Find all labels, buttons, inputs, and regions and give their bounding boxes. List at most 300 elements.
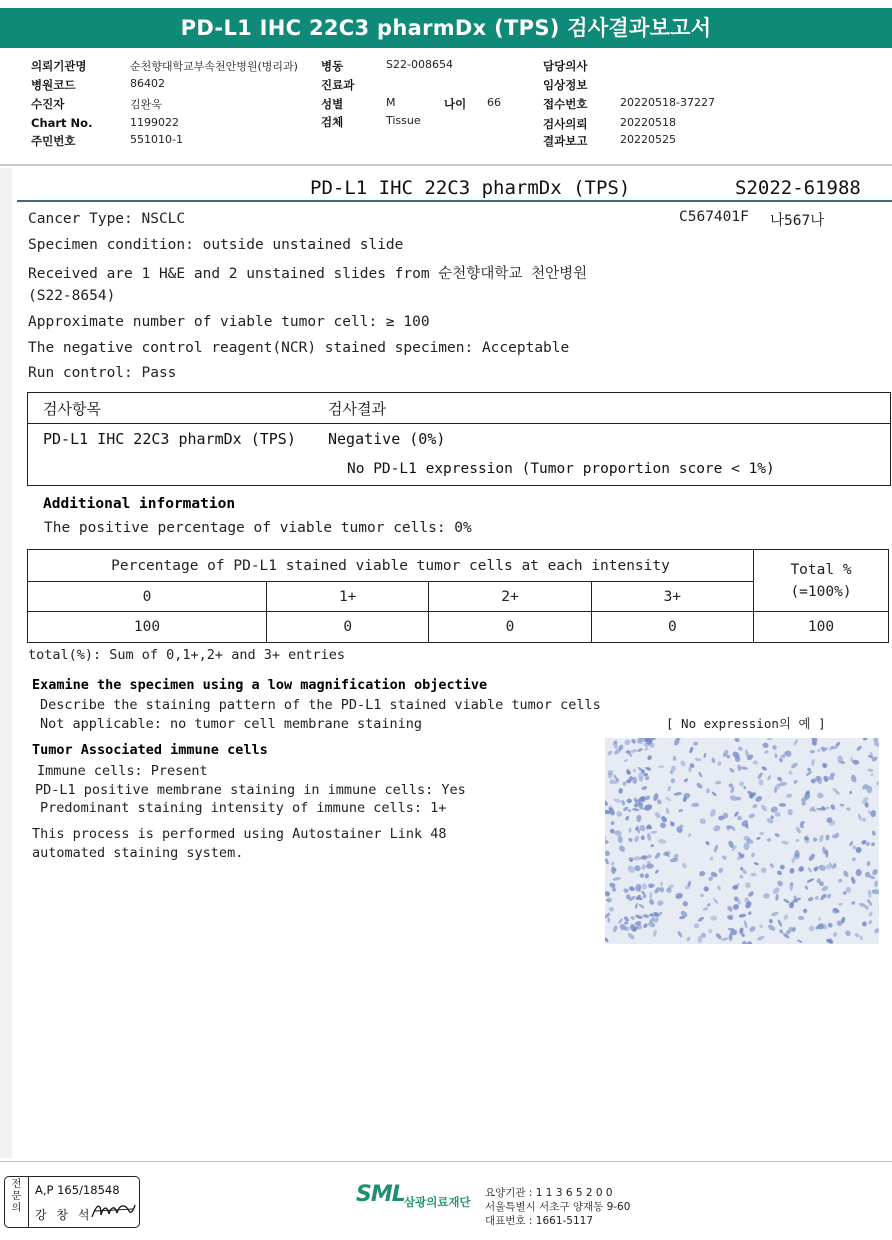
report-date-value: 20220525 bbox=[620, 133, 676, 146]
cell-nucleus bbox=[850, 876, 856, 885]
cell-nucleus bbox=[646, 833, 651, 842]
cell-nucleus bbox=[629, 828, 632, 833]
cell-nucleus bbox=[870, 810, 876, 818]
cell-nucleus bbox=[873, 738, 879, 743]
cell-nucleus bbox=[839, 903, 843, 906]
no-expression-micrograph bbox=[605, 738, 879, 944]
cell-nucleus bbox=[605, 936, 609, 943]
cell-nucleus bbox=[607, 750, 614, 757]
cell-nucleus bbox=[746, 941, 752, 944]
cell-nucleus bbox=[806, 878, 814, 884]
cell-nucleus bbox=[615, 810, 623, 818]
cancer-type: Cancer Type: NSCLC bbox=[28, 211, 186, 227]
cell-nucleus bbox=[630, 738, 637, 745]
cell-nucleus bbox=[633, 856, 641, 860]
cell-nucleus bbox=[750, 852, 755, 858]
cell-nucleus bbox=[760, 866, 768, 874]
cell-nucleus bbox=[660, 882, 663, 887]
cell-nucleus bbox=[741, 940, 748, 944]
specimen-condition: Specimen condition: outside unstained slide bbox=[28, 237, 404, 253]
cell-nucleus bbox=[764, 750, 769, 755]
cell-nucleus bbox=[850, 774, 857, 783]
cell-nucleus bbox=[641, 785, 648, 790]
cell-nucleus bbox=[609, 779, 616, 785]
cell-nucleus bbox=[641, 835, 645, 840]
cell-nucleus bbox=[821, 885, 829, 892]
cell-nucleus bbox=[807, 896, 814, 902]
cell-nucleus bbox=[736, 815, 742, 821]
examine-heading: Examine the specimen using a low magnification objective bbox=[32, 677, 488, 693]
cell-nucleus bbox=[709, 808, 717, 817]
age-value: 66 bbox=[487, 96, 501, 109]
cell-nucleus bbox=[695, 782, 703, 790]
cell-nucleus bbox=[807, 867, 812, 873]
intensity-level-3: 3+ bbox=[591, 582, 753, 612]
cell-nucleus bbox=[706, 903, 711, 908]
slide-number: (S22-8654) bbox=[28, 288, 116, 304]
total-header bbox=[754, 550, 889, 612]
report-number: S2022-61988 bbox=[735, 177, 861, 199]
cell-nucleus bbox=[639, 873, 644, 878]
hosp-code-label: 병원코드 bbox=[31, 78, 76, 92]
cell-nucleus bbox=[614, 830, 622, 836]
cell-nucleus bbox=[610, 820, 615, 825]
page-margin-strip bbox=[0, 168, 12, 1158]
stamp-code: A,P 165/18548 bbox=[35, 1183, 120, 1197]
cell-nucleus bbox=[728, 767, 735, 774]
header-divider bbox=[0, 164, 892, 166]
cell-nucleus bbox=[708, 929, 713, 934]
cell-nucleus bbox=[632, 808, 639, 812]
cell-nucleus bbox=[660, 815, 668, 823]
cell-nucleus bbox=[827, 922, 834, 929]
cell-nucleus bbox=[856, 745, 863, 752]
cell-nucleus bbox=[827, 893, 832, 899]
cell-nucleus bbox=[728, 928, 735, 931]
cell-nucleus bbox=[605, 850, 611, 857]
cell-nucleus bbox=[849, 840, 854, 846]
examine-line-1: Describe the staining pattern of the PD-L1 stained viable tumor cells bbox=[40, 697, 601, 713]
cell-nucleus bbox=[715, 780, 722, 784]
cell-nucleus bbox=[710, 915, 717, 920]
cell-nucleus bbox=[623, 888, 629, 893]
signature-image bbox=[89, 1199, 137, 1221]
specimen-label: 검체 bbox=[321, 115, 344, 129]
result-table-header bbox=[28, 393, 890, 424]
cell-nucleus bbox=[858, 813, 862, 821]
cell-nucleus bbox=[711, 791, 717, 797]
cell-nucleus bbox=[657, 900, 664, 907]
cell-nucleus bbox=[682, 900, 689, 907]
cell-nucleus bbox=[641, 864, 647, 871]
cell-nucleus bbox=[632, 768, 637, 773]
stamp-name: 강 창 석 bbox=[35, 1208, 93, 1222]
rrn-value: 551010-1 bbox=[130, 133, 183, 146]
cell-nucleus bbox=[875, 780, 879, 786]
cell-nucleus bbox=[868, 919, 873, 924]
cell-nucleus bbox=[848, 790, 852, 795]
cell-nucleus bbox=[776, 776, 783, 783]
cell-nucleus bbox=[870, 772, 874, 776]
run-control: Run control: Pass bbox=[28, 365, 177, 381]
cell-nucleus bbox=[734, 738, 740, 743]
cell-nucleus bbox=[646, 754, 653, 761]
cell-nucleus bbox=[654, 811, 662, 819]
cell-nucleus bbox=[817, 749, 821, 753]
patient-label: 수진자 bbox=[31, 97, 65, 111]
cell-nucleus bbox=[871, 868, 878, 876]
cell-nucleus bbox=[774, 832, 781, 838]
cell-nucleus bbox=[759, 924, 764, 928]
cell-nucleus bbox=[756, 837, 761, 840]
cell-nucleus bbox=[638, 903, 645, 909]
ward-label: 병동 bbox=[321, 59, 344, 73]
cell-nucleus bbox=[698, 817, 707, 826]
cell-nucleus bbox=[781, 840, 789, 845]
cell-nucleus bbox=[795, 838, 800, 842]
negative-control: The negative control reagent(NCR) stained specimen: Acceptable bbox=[28, 340, 570, 356]
cell-nucleus bbox=[776, 879, 784, 887]
cell-nucleus bbox=[611, 866, 616, 874]
cell-nucleus bbox=[643, 803, 653, 812]
cell-nucleus bbox=[748, 911, 752, 916]
report-divider bbox=[17, 200, 892, 202]
cell-nucleus bbox=[625, 815, 631, 821]
cell-nucleus bbox=[617, 835, 623, 843]
cell-nucleus bbox=[862, 738, 868, 741]
cell-nucleus bbox=[777, 919, 783, 927]
cell-nucleus bbox=[787, 809, 794, 816]
cell-nucleus bbox=[738, 913, 746, 918]
cell-nucleus bbox=[844, 929, 852, 937]
stamp-vertical-text: 전 문 의 bbox=[11, 1179, 22, 1214]
receipt-label: 접수번호 bbox=[543, 97, 588, 111]
cell-nucleus bbox=[866, 861, 870, 867]
receipt-value: 20220518-37227 bbox=[620, 96, 715, 109]
cell-nucleus bbox=[873, 927, 879, 934]
examine-line-2: Not applicable: no tumor cell membrane staining bbox=[40, 716, 423, 732]
cell-nucleus bbox=[626, 798, 632, 804]
cell-nucleus bbox=[703, 885, 710, 892]
cell-nucleus bbox=[866, 898, 873, 906]
pathologist-stamp bbox=[4, 1176, 140, 1228]
cell-nucleus bbox=[660, 887, 665, 893]
cell-nucleus bbox=[642, 923, 648, 929]
ward-value: S22-008654 bbox=[386, 58, 453, 71]
cell-nucleus bbox=[605, 858, 610, 865]
intensity-table bbox=[27, 549, 889, 643]
cell-nucleus bbox=[767, 774, 772, 781]
doctor-label: 담당의사 bbox=[543, 59, 588, 73]
cell-nucleus bbox=[608, 906, 614, 912]
additional-info-heading: Additional information bbox=[43, 496, 236, 512]
cell-nucleus bbox=[793, 779, 799, 785]
intensity-value-1: 0 bbox=[267, 612, 429, 643]
cell-nucleus bbox=[816, 792, 824, 799]
cell-nucleus bbox=[805, 771, 812, 777]
intensity-header: Percentage of PD-L1 stained viable tumor cells at each intensity bbox=[28, 550, 754, 582]
cell-nucleus bbox=[810, 750, 815, 753]
patient-header bbox=[0, 52, 892, 162]
received-slides: Received are 1 H&E and 2 unstained slides from 순천향대학교 천안병원 bbox=[28, 266, 588, 282]
cell-nucleus bbox=[762, 742, 769, 748]
cell-nucleus bbox=[861, 817, 866, 822]
cell-nucleus bbox=[758, 779, 763, 785]
cell-nucleus bbox=[744, 881, 752, 889]
cell-nucleus bbox=[605, 799, 609, 807]
cell-nucleus bbox=[774, 753, 777, 758]
chart-value: 1199022 bbox=[130, 116, 179, 129]
cell-nucleus bbox=[710, 857, 714, 861]
cell-nucleus bbox=[871, 830, 876, 836]
cell-nucleus bbox=[738, 746, 743, 751]
cell-nucleus bbox=[642, 894, 647, 899]
cell-nucleus bbox=[702, 907, 708, 912]
cell-nucleus bbox=[726, 905, 734, 913]
cell-nucleus bbox=[812, 865, 819, 872]
cell-nucleus bbox=[798, 916, 804, 921]
cell-nucleus bbox=[689, 746, 695, 754]
micrograph-image bbox=[605, 738, 879, 944]
cell-nucleus bbox=[698, 771, 703, 778]
cell-nucleus bbox=[751, 872, 757, 876]
cell-nucleus bbox=[717, 761, 722, 766]
cell-nucleus bbox=[842, 870, 849, 878]
cell-nucleus bbox=[688, 833, 692, 838]
cell-nucleus bbox=[783, 914, 790, 921]
cell-nucleus bbox=[713, 844, 718, 852]
cell-nucleus bbox=[846, 807, 851, 811]
chart-label: Chart No. bbox=[31, 116, 93, 130]
total-header-line2: (=100%) bbox=[790, 583, 852, 600]
col-test-result: 검사결과 bbox=[328, 400, 386, 418]
immune-line-1: Immune cells: Present bbox=[37, 763, 208, 779]
cell-nucleus bbox=[641, 883, 647, 890]
cell-nucleus bbox=[698, 870, 705, 877]
immune-line-2: PD-L1 positive membrane staining in immune cells: Yes bbox=[35, 782, 466, 798]
request-value: 20220518 bbox=[620, 116, 676, 129]
cell-nucleus bbox=[626, 894, 630, 899]
cell-nucleus bbox=[612, 925, 618, 933]
cell-nucleus bbox=[776, 870, 783, 877]
cell-nucleus bbox=[700, 893, 705, 898]
cell-nucleus bbox=[789, 868, 794, 874]
org-phone: 대표번호 : 1661-5117 bbox=[485, 1215, 594, 1227]
cell-nucleus bbox=[783, 898, 791, 904]
cell-nucleus bbox=[644, 747, 649, 752]
cell-nucleus bbox=[743, 920, 747, 929]
cell-nucleus bbox=[759, 832, 764, 836]
cell-nucleus bbox=[739, 927, 745, 934]
cell-nucleus bbox=[650, 844, 654, 847]
cell-nucleus bbox=[693, 742, 698, 746]
footer-divider bbox=[0, 1161, 892, 1162]
cell-nucleus bbox=[613, 798, 622, 803]
cell-nucleus bbox=[856, 869, 862, 876]
cell-nucleus bbox=[786, 793, 793, 798]
cell-nucleus bbox=[628, 885, 635, 892]
cell-nucleus bbox=[851, 900, 856, 905]
rrn-label: 주민번호 bbox=[31, 134, 76, 148]
dept-label: 진료과 bbox=[321, 78, 355, 92]
stamp-vertical-label bbox=[5, 1177, 29, 1227]
cell-nucleus bbox=[677, 930, 684, 938]
report-test-title: PD-L1 IHC 22C3 pharmDx (TPS) bbox=[310, 177, 631, 199]
cell-nucleus bbox=[807, 853, 816, 862]
cell-nucleus bbox=[793, 738, 799, 746]
cell-nucleus bbox=[623, 915, 630, 922]
cell-nucleus bbox=[691, 803, 699, 808]
intensity-level-2: 2+ bbox=[429, 582, 591, 612]
cell-nucleus bbox=[605, 840, 609, 843]
cell-nucleus bbox=[718, 867, 724, 874]
cell-nucleus bbox=[769, 918, 774, 923]
intensity-level-0: 0 bbox=[28, 582, 267, 612]
process-line-1: This process is performed using Autostainer Link 48 bbox=[32, 826, 447, 842]
cell-nucleus bbox=[743, 786, 746, 790]
cell-nucleus bbox=[716, 885, 722, 891]
result-table bbox=[27, 392, 891, 486]
cell-nucleus bbox=[627, 932, 636, 940]
cell-nucleus bbox=[854, 932, 860, 938]
cell-nucleus bbox=[738, 874, 744, 880]
cell-nucleus bbox=[624, 922, 628, 925]
specimen-code-2: 나567나 bbox=[770, 213, 825, 229]
col-test-item: 검사항목 bbox=[43, 400, 101, 418]
cell-nucleus bbox=[748, 925, 756, 933]
cell-nucleus bbox=[622, 782, 626, 786]
inst-value: 순천향대학교부속천안병원(병리과) bbox=[130, 60, 298, 73]
report-title-bar: PD-L1 IHC 22C3 pharmDx (TPS) 검사결과보고서 bbox=[0, 8, 892, 48]
cell-nucleus bbox=[797, 898, 800, 900]
cell-nucleus bbox=[612, 876, 621, 881]
cell-nucleus bbox=[712, 897, 719, 904]
cell-nucleus bbox=[607, 917, 610, 923]
logo-text: SML bbox=[356, 1182, 405, 1207]
cell-nucleus bbox=[652, 929, 657, 937]
cell-nucleus bbox=[644, 873, 649, 879]
cell-nucleus bbox=[635, 914, 643, 920]
cell-nucleus bbox=[618, 918, 624, 925]
intensity-level-1: 1+ bbox=[267, 582, 429, 612]
cell-nucleus bbox=[754, 795, 763, 803]
cell-nucleus bbox=[721, 855, 727, 861]
cell-nucleus bbox=[830, 804, 836, 811]
cell-nucleus bbox=[630, 915, 636, 920]
cell-nucleus bbox=[711, 757, 716, 763]
cell-nucleus bbox=[832, 931, 838, 937]
cell-nucleus bbox=[804, 885, 808, 890]
cell-nucleus bbox=[646, 863, 654, 868]
cell-nucleus bbox=[658, 838, 667, 844]
cell-nucleus bbox=[871, 889, 879, 895]
report-date-label: 결과보고 bbox=[543, 134, 588, 148]
cell-nucleus bbox=[667, 786, 672, 792]
cell-nucleus bbox=[837, 878, 842, 883]
org-address: 서울특별시 서초구 양재동 9-60 bbox=[485, 1201, 631, 1213]
cell-nucleus bbox=[808, 925, 815, 932]
cell-nucleus bbox=[753, 862, 759, 866]
cell-nucleus bbox=[610, 861, 615, 866]
cell-nucleus bbox=[673, 756, 677, 761]
cell-nucleus bbox=[694, 923, 700, 928]
cell-nucleus bbox=[791, 858, 795, 863]
cell-nucleus bbox=[627, 808, 632, 812]
cell-nucleus bbox=[633, 835, 639, 843]
image-caption: [ No expression의 예 ] bbox=[666, 716, 826, 731]
institution-code: 요양기관 : 1 1 3 6 5 2 0 0 bbox=[485, 1187, 613, 1199]
specimen-value: Tissue bbox=[386, 114, 421, 127]
cell-nucleus bbox=[811, 738, 819, 744]
cell-nucleus bbox=[658, 765, 665, 769]
cell-nucleus bbox=[788, 770, 794, 776]
cell-nucleus bbox=[767, 923, 777, 932]
cell-nucleus bbox=[779, 803, 786, 807]
cell-nucleus bbox=[779, 929, 784, 935]
cell-nucleus bbox=[807, 768, 811, 772]
cell-nucleus bbox=[650, 830, 657, 833]
cell-nucleus bbox=[767, 838, 771, 842]
cell-nucleus bbox=[796, 939, 802, 944]
cell-nucleus bbox=[756, 935, 764, 942]
cell-nucleus bbox=[686, 936, 691, 942]
cell-nucleus bbox=[748, 813, 755, 819]
cell-nucleus bbox=[861, 921, 867, 927]
total-note: total(%): Sum of 0,1+,2+ and 3+ entries bbox=[28, 647, 345, 663]
cell-nucleus bbox=[618, 788, 623, 794]
cell-nucleus bbox=[803, 909, 807, 913]
cell-nucleus bbox=[739, 781, 744, 787]
sex-label: 성별 bbox=[321, 97, 344, 111]
test-result-detail: No PD-L1 expression (Tumor proportion score < 1%) bbox=[347, 461, 775, 477]
age-label: 나이 bbox=[444, 97, 467, 111]
cell-nucleus bbox=[761, 765, 768, 771]
request-label: 검사의뢰 bbox=[543, 117, 588, 131]
cell-nucleus bbox=[767, 738, 773, 741]
cell-nucleus bbox=[715, 932, 723, 940]
cell-nucleus bbox=[763, 893, 770, 899]
cell-nucleus bbox=[637, 747, 643, 752]
cell-nucleus bbox=[679, 759, 687, 767]
cell-nucleus bbox=[649, 891, 653, 899]
cell-nucleus bbox=[636, 815, 642, 823]
cell-nucleus bbox=[752, 803, 758, 809]
inst-label: 의뢰기관명 bbox=[31, 59, 87, 73]
immune-line-3: Predominant staining intensity of immune cells: 1+ bbox=[40, 800, 447, 816]
cell-nucleus bbox=[870, 842, 875, 847]
cell-nucleus bbox=[775, 894, 779, 901]
process-line-2: automated staining system. bbox=[32, 845, 244, 861]
cell-nucleus bbox=[812, 837, 818, 843]
cell-nucleus bbox=[664, 796, 672, 802]
cell-nucleus bbox=[623, 759, 628, 763]
cell-nucleus bbox=[673, 792, 682, 796]
cell-nucleus bbox=[654, 869, 659, 874]
cell-nucleus bbox=[681, 862, 688, 869]
cell-nucleus bbox=[868, 911, 874, 917]
test-result-value: Negative (0%) bbox=[328, 430, 446, 448]
cell-nucleus bbox=[772, 745, 776, 750]
total-header-line1: Total % bbox=[790, 561, 852, 578]
sex-value: M bbox=[386, 96, 396, 109]
cell-nucleus bbox=[618, 844, 626, 853]
viable-tumor-count: Approximate number of viable tumor cell: ≥ 100 bbox=[28, 314, 430, 330]
cell-nucleus bbox=[874, 880, 878, 887]
cell-nucleus bbox=[769, 862, 775, 868]
cell-nucleus bbox=[753, 760, 758, 764]
cell-nucleus bbox=[839, 803, 844, 806]
cell-nucleus bbox=[623, 738, 631, 746]
